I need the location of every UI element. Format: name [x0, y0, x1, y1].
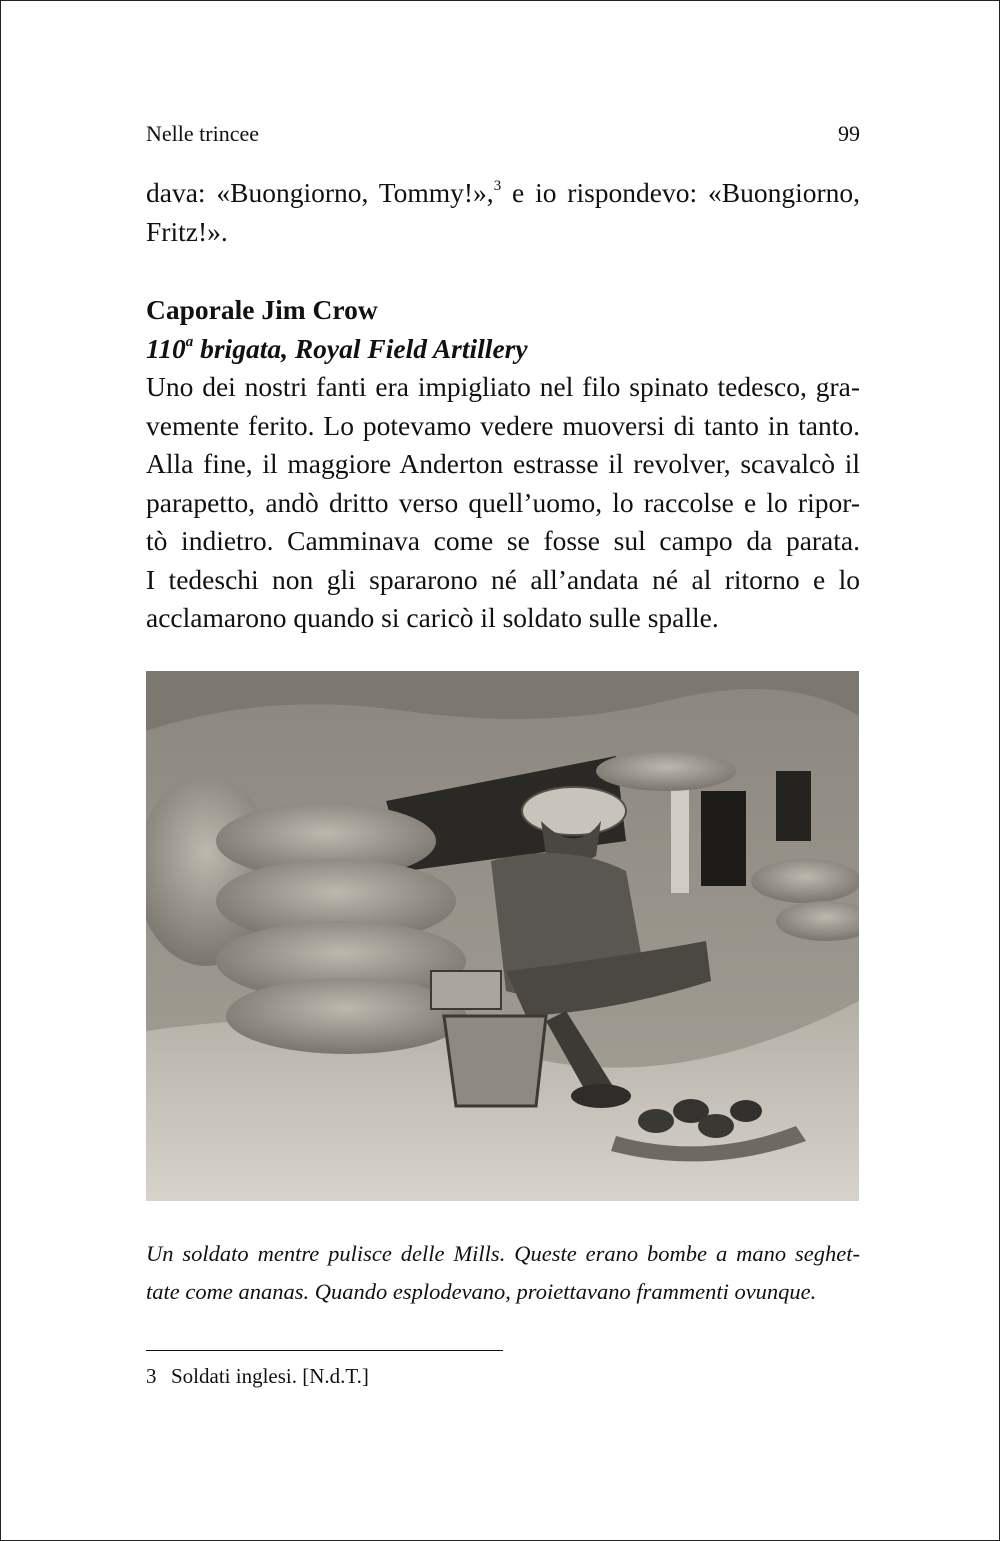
- footnote: [146, 1361, 369, 1391]
- text-line: Uno dei nostri fanti era impigliato nel filo spinato tedesco, gra-: [146, 371, 860, 402]
- text-line: parapetto, andò dritto verso quell’uomo, lo raccolse e lo ripor-: [146, 486, 860, 518]
- text-line: Alla fine, il maggiore Anderton estrasse il revolver, scavalcò il: [146, 448, 860, 479]
- running-head: [146, 121, 860, 151]
- timber-post: [671, 783, 689, 893]
- page-number: 99: [838, 121, 860, 146]
- testimony-section: [146, 291, 860, 638]
- tin-container: [431, 971, 501, 1009]
- photo-caption: [146, 1235, 860, 1311]
- soldier-helmet: [522, 787, 626, 835]
- sandbag: [751, 859, 859, 903]
- text-line: acclamarono quando si caricò il soldato sulle spalle.: [146, 602, 719, 633]
- text-line: [146, 174, 860, 213]
- footnote-number: 3: [146, 1364, 157, 1388]
- mills-grenade: [638, 1109, 674, 1133]
- text-line: vemente ferito. Lo potevamo vedere muoversi di tanto in tanto.: [146, 409, 860, 441]
- text-line: I tedeschi non gli spararono né all’andata né al ritorno e lo: [146, 563, 860, 595]
- footnote-reference: 3: [493, 178, 502, 194]
- unit-name: brigata, Royal Field Artillery: [193, 332, 528, 364]
- text-line: Fritz!».: [146, 215, 228, 247]
- soldier-boot: [571, 1084, 631, 1108]
- text-fragment: e io rispondevo: «Buongiorno,: [501, 177, 860, 208]
- continued-paragraph: [146, 174, 860, 251]
- unit-number: 110: [146, 332, 186, 364]
- mills-grenade: [698, 1114, 734, 1138]
- text-line: tò indietro. Camminava come se fosse sul campo da parata.: [146, 525, 860, 556]
- caption-line: Un soldato mentre pulisce delle Mills. Queste erano bombe a mano seghet-: [146, 1241, 860, 1266]
- trench-photograph: [146, 671, 859, 1201]
- dugout-doorway: [776, 771, 811, 841]
- speaker-unit: [146, 330, 860, 369]
- ordinal-suffix: a: [185, 333, 194, 350]
- text-fragment: dava: «Buongiorno, Tommy!»,: [146, 177, 494, 208]
- chapter-title: Nelle trincee: [146, 121, 259, 146]
- caption-line: tate come ananas. Quando esplodevano, proiettavano frammenti ovunque.: [146, 1279, 817, 1304]
- footnote-separator: [146, 1350, 503, 1351]
- photo-illustration: [146, 671, 859, 1201]
- metal-bucket: [444, 1016, 546, 1106]
- dugout-doorway: [701, 791, 746, 886]
- mills-grenade: [730, 1100, 762, 1122]
- speaker-name: Caporale Jim Crow: [146, 294, 378, 325]
- footnote-text: Soldati inglesi. [N.d.T.]: [171, 1364, 369, 1388]
- sandbag: [596, 751, 736, 791]
